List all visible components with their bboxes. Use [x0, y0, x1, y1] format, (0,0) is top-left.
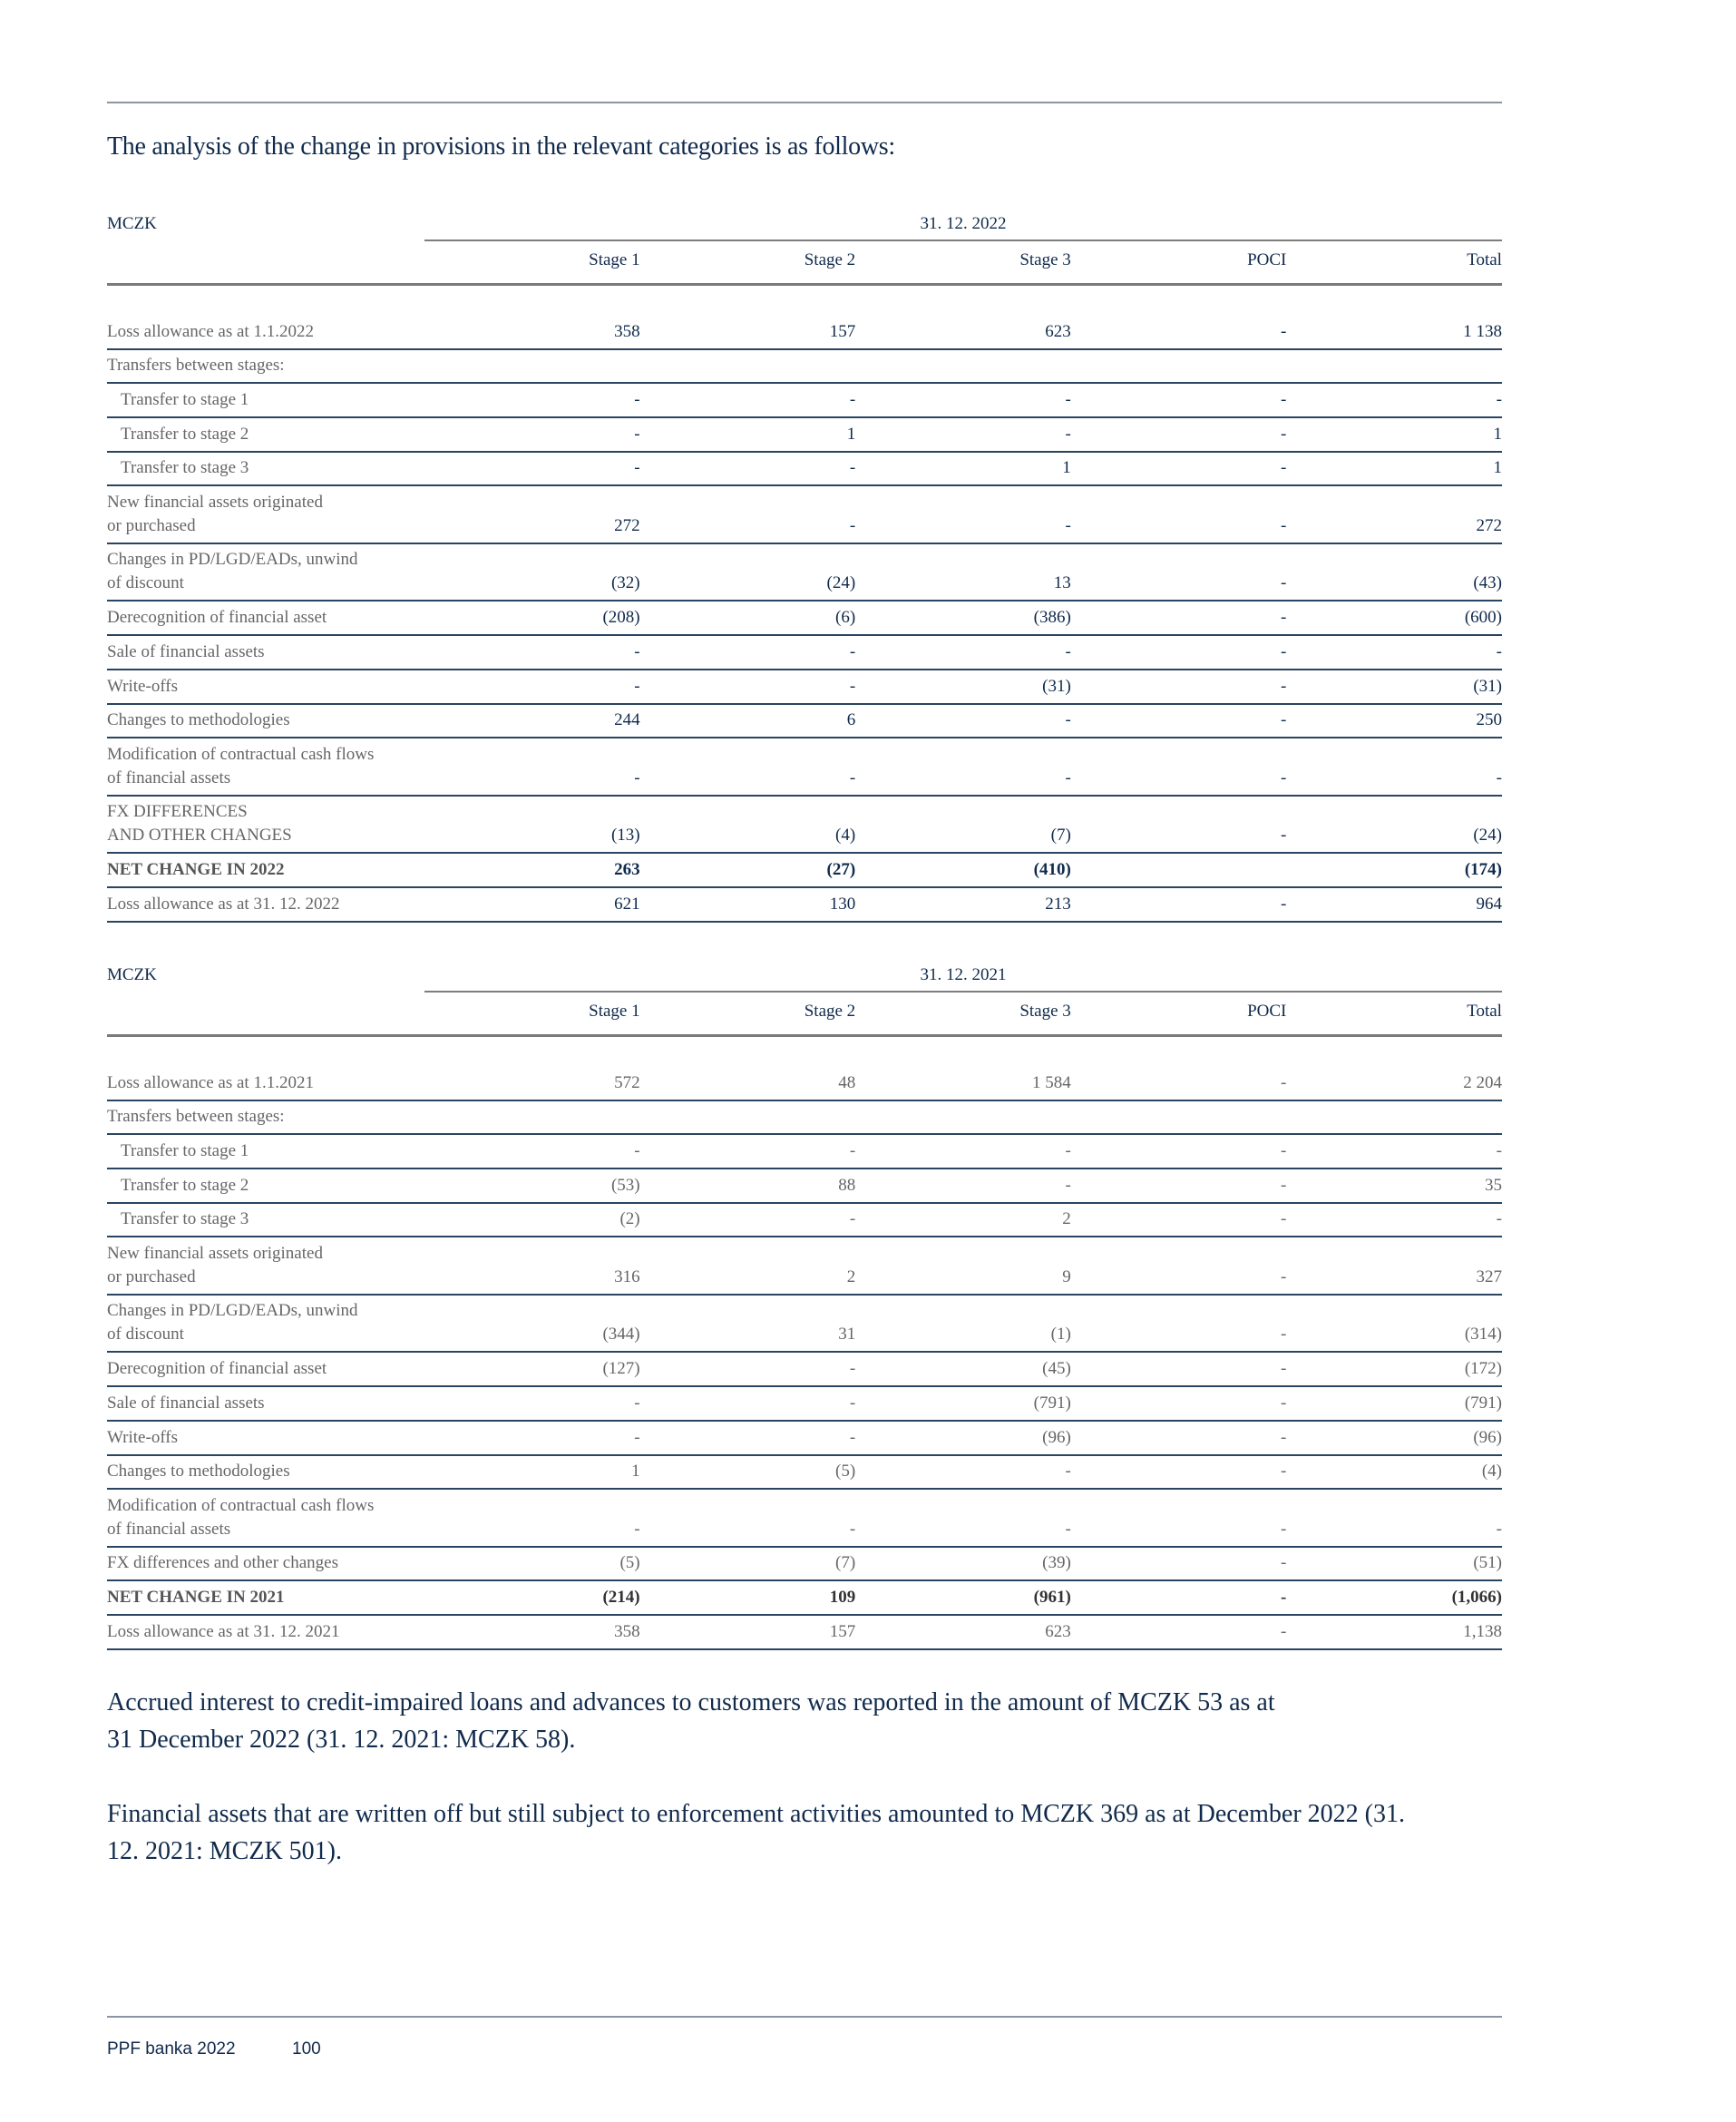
- cell-stage-3: 213: [1045, 894, 1071, 914]
- table-row: [107, 316, 1502, 350]
- table-row: [107, 1237, 1502, 1296]
- cell-stage-2: [640, 1129, 856, 1133]
- row-label: Transfer to stage 2: [121, 1175, 249, 1195]
- cell-total: 35: [1484, 1175, 1502, 1195]
- cell-stage-1: 1: [631, 1462, 640, 1481]
- cell-stage-3: -: [1065, 1175, 1071, 1195]
- cell-poci: -: [1281, 1553, 1287, 1573]
- table-row: [107, 1353, 1502, 1387]
- period-rule: [424, 240, 1502, 241]
- cell-poci: -: [1281, 1588, 1287, 1608]
- cell-stage-2: -: [849, 515, 856, 535]
- row-label: Derecognition of financial asset: [107, 608, 327, 628]
- table-row: [107, 797, 1502, 855]
- cell-stage-3: -: [1065, 390, 1071, 410]
- cell-stage-3: 1: [1062, 458, 1071, 478]
- cell-stage-3: (45): [1042, 1359, 1071, 1379]
- row-label: FX differences and other changes: [107, 1553, 338, 1573]
- cell-poci: -: [1281, 1359, 1287, 1379]
- column-header: Total: [1467, 1002, 1502, 1021]
- cell-total: 2 204: [1463, 1072, 1502, 1092]
- table-row: [107, 1101, 1502, 1136]
- table-row: [107, 486, 1502, 544]
- table-row: [107, 854, 1502, 888]
- cell-total: -: [1496, 641, 1502, 661]
- cell-stage-2: 31: [838, 1325, 856, 1345]
- row-label: Modification of contractual cash flows of financial assets: [107, 744, 375, 787]
- row-label: Transfer to stage 2: [121, 424, 249, 444]
- table-header: [107, 214, 1502, 290]
- cell-stage-3: (39): [1042, 1553, 1071, 1573]
- cell-poci: -: [1281, 894, 1287, 914]
- cell-stage-1: -: [634, 676, 640, 696]
- cell-stage-2: -: [849, 641, 856, 661]
- table-row: [107, 1581, 1502, 1616]
- cell-poci: -: [1281, 1266, 1287, 1286]
- cell-stage-1: (344): [602, 1325, 640, 1345]
- table-row: [107, 1548, 1502, 1582]
- cell-stage-3: -: [1065, 641, 1071, 661]
- cell-stage-2: 130: [829, 894, 856, 914]
- cell-stage-3: 623: [1045, 321, 1071, 341]
- table-row: [107, 350, 1502, 385]
- cell-stage-2: (4): [835, 826, 856, 846]
- cell-stage-1: (208): [602, 608, 640, 628]
- header-rule: [107, 283, 1502, 286]
- cell-total: (96): [1473, 1427, 1502, 1447]
- cell-stage-3: (386): [1033, 608, 1071, 628]
- row-label: Loss allowance as at 1.1.2021: [107, 1072, 314, 1092]
- row-label: Transfer to stage 3: [121, 1209, 249, 1229]
- cell-stage-3: -: [1065, 768, 1071, 787]
- cell-poci: -: [1281, 608, 1287, 628]
- table-row: [107, 888, 1502, 923]
- cell-stage-3: (7): [1050, 826, 1071, 846]
- cell-stage-3: (1): [1050, 1325, 1071, 1345]
- cell-stage-2: -: [849, 676, 856, 696]
- cell-stage-1: -: [634, 458, 640, 478]
- cell-total: (51): [1473, 1553, 1502, 1573]
- cell-total: 1: [1493, 424, 1502, 444]
- section-heading: The analysis of the change in provisions in the relevant categories is as follows:: [107, 132, 895, 161]
- cell-stage-2: (24): [826, 573, 856, 593]
- cell-poci: -: [1281, 321, 1287, 341]
- cell-stage-3: -: [1065, 1462, 1071, 1481]
- cell-poci: -: [1281, 826, 1287, 846]
- cell-poci: -: [1281, 1462, 1287, 1481]
- table-row: [107, 1169, 1502, 1204]
- row-label: New financial assets originated or purchased: [107, 492, 323, 535]
- cell-stage-1: 572: [614, 1072, 640, 1092]
- cell-total: (314): [1464, 1325, 1502, 1345]
- cell-poci: -: [1281, 1072, 1287, 1092]
- cell-poci: -: [1281, 710, 1287, 730]
- cell-stage-2: (27): [826, 859, 856, 879]
- cell-stage-1: -: [634, 1393, 640, 1413]
- row-label: Transfer to stage 1: [121, 1141, 249, 1161]
- written-off-assets-paragraph: Financial assets that are written off but still subject to enforcement activities amounted to MCZK 369 as at December 2022 (31. 12. 2021: MCZK 501).: [107, 1800, 1405, 1865]
- cell-stage-3: 9: [1062, 1266, 1071, 1286]
- cell-total: 1: [1493, 458, 1502, 478]
- period-label: 31. 12. 2021: [920, 965, 1007, 984]
- cell-poci: -: [1281, 1209, 1287, 1229]
- cell-stage-1: 621: [614, 894, 640, 914]
- row-label: Loss allowance as at 31. 12. 2022: [107, 894, 340, 914]
- cell-stage-2: -: [849, 768, 856, 787]
- column-header: Stage 2: [804, 1002, 856, 1021]
- cell-poci: -: [1281, 641, 1287, 661]
- table-row: [107, 1616, 1502, 1650]
- cell-poci: [1071, 858, 1287, 886]
- cell-total: 250: [1476, 710, 1502, 730]
- cell-stage-1: (2): [619, 1209, 640, 1229]
- cell-stage-2: 48: [838, 1072, 856, 1092]
- row-label: Loss allowance as at 1.1.2022: [107, 321, 314, 341]
- cell-stage-2: 2: [846, 1266, 856, 1286]
- cell-poci: -: [1281, 458, 1287, 478]
- cell-stage-1: 316: [614, 1266, 640, 1286]
- cell-stage-2: 109: [829, 1588, 856, 1608]
- cell-stage-2: 88: [838, 1175, 856, 1195]
- table-row: [107, 1204, 1502, 1238]
- cell-total: (43): [1473, 573, 1502, 593]
- cell-stage-1: [424, 1129, 640, 1133]
- cell-poci: -: [1281, 1393, 1287, 1413]
- footer-title: PPF banka 2022: [107, 2039, 236, 2058]
- table-row: [107, 601, 1502, 636]
- table-row: [107, 418, 1502, 453]
- table-row: [107, 1387, 1502, 1422]
- cell-stage-1: (32): [610, 573, 640, 593]
- cell-stage-1: -: [634, 1141, 640, 1161]
- row-label: FX DIFFERENCES AND OTHER CHANGES: [107, 802, 292, 846]
- cell-stage-3: -: [1065, 1519, 1071, 1539]
- cell-poci: -: [1281, 515, 1287, 535]
- row-label: New financial assets originated or purchased: [107, 1243, 323, 1286]
- cell-stage-2: 1: [846, 424, 856, 444]
- row-label: NET CHANGE IN 2022: [107, 859, 285, 879]
- cell-stage-1: 358: [614, 1621, 640, 1641]
- cell-stage-2: 6: [846, 710, 856, 730]
- cell-stage-2: (5): [835, 1462, 856, 1481]
- cell-stage-1: (127): [602, 1359, 640, 1379]
- row-label: Write-offs: [107, 676, 179, 696]
- cell-total: -: [1496, 1519, 1502, 1539]
- cell-stage-3: 2: [1062, 1209, 1071, 1229]
- cell-stage-2: -: [849, 1427, 856, 1447]
- cell-stage-1: [424, 377, 640, 382]
- cell-stage-1: 272: [614, 515, 640, 535]
- column-headers: [424, 250, 1502, 270]
- provisions-table-2021: [107, 965, 1502, 1650]
- cell-stage-3: -: [1065, 710, 1071, 730]
- cell-stage-2: -: [849, 390, 856, 410]
- cell-poci: [1071, 1129, 1287, 1133]
- column-header: Stage 3: [1019, 250, 1071, 269]
- table-row: [107, 1296, 1502, 1354]
- cell-stage-3: -: [1065, 515, 1071, 535]
- cell-total: 327: [1476, 1266, 1502, 1286]
- cell-poci: -: [1281, 1175, 1287, 1195]
- cell-stage-3: (31): [1042, 676, 1071, 696]
- cell-total: [1286, 1129, 1502, 1133]
- cell-stage-2: 157: [829, 321, 856, 341]
- accrued-interest-paragraph: Accrued interest to credit-impaired loans and advances to customers was reported in the amount of MCZK 53 as at 31 December 2022 (31. 12. 2021: MCZK 58).: [107, 1688, 1275, 1754]
- row-label: Derecognition of financial asset: [107, 1359, 327, 1379]
- cell-stage-1: -: [634, 390, 640, 410]
- unit-label: MCZK: [107, 214, 157, 233]
- table-row: [107, 1422, 1502, 1456]
- cell-poci: -: [1281, 390, 1287, 410]
- cell-stage-3: 13: [1053, 573, 1071, 593]
- table-row: [107, 1490, 1502, 1548]
- cell-stage-2: -: [849, 458, 856, 478]
- column-header: Total: [1467, 250, 1502, 269]
- cell-stage-1: (5): [619, 1553, 640, 1573]
- cell-stage-1: (214): [602, 1588, 640, 1608]
- table-row: [107, 738, 1502, 797]
- cell-poci: -: [1281, 1427, 1287, 1447]
- row-label: Transfer to stage 1: [121, 390, 249, 410]
- cell-total: [1286, 377, 1502, 382]
- row-label: Write-offs: [107, 1427, 179, 1447]
- footer-rule: [107, 2016, 1502, 2018]
- cell-total: -: [1496, 1141, 1502, 1161]
- row-label: Modification of contractual cash flows of financial assets: [107, 1495, 375, 1539]
- row-label: Changes to methodologies: [107, 1462, 290, 1481]
- cell-stage-3: -: [1065, 1141, 1071, 1161]
- cell-total: 1,138: [1463, 1621, 1502, 1641]
- cell-total: (31): [1473, 676, 1502, 696]
- table-row: [107, 670, 1502, 705]
- cell-stage-1: (13): [610, 826, 640, 846]
- cell-stage-2: -: [849, 1393, 856, 1413]
- cell-total: (1,066): [1451, 1588, 1502, 1608]
- column-header: Stage 1: [589, 250, 640, 269]
- column-header: Stage 1: [589, 1002, 640, 1021]
- cell-stage-1: 244: [614, 710, 640, 730]
- cell-stage-2: 157: [829, 1621, 856, 1641]
- cell-total: (24): [1473, 826, 1502, 846]
- cell-stage-1: -: [634, 641, 640, 661]
- page-number: 100: [292, 2039, 321, 2058]
- cell-stage-2: -: [849, 1209, 856, 1229]
- row-label: NET CHANGE IN 2021: [107, 1588, 285, 1608]
- cell-total: (172): [1464, 1359, 1502, 1379]
- period-label: 31. 12. 2022: [920, 214, 1007, 233]
- cell-total: -: [1496, 1209, 1502, 1229]
- column-header: POCI: [1247, 250, 1287, 269]
- table-row: [107, 384, 1502, 418]
- row-label: Loss allowance as at 31. 12. 2021: [107, 1621, 340, 1641]
- cell-poci: -: [1281, 1519, 1287, 1539]
- table-row: [107, 636, 1502, 670]
- cell-poci: -: [1281, 573, 1287, 593]
- cell-stage-2: (7): [835, 1553, 856, 1573]
- table-row: [107, 453, 1502, 487]
- row-label: Transfers between stages:: [107, 356, 285, 376]
- cell-total: -: [1496, 768, 1502, 787]
- cell-poci: -: [1281, 768, 1287, 787]
- cell-poci: -: [1281, 1621, 1287, 1641]
- cell-stage-3: [855, 377, 1071, 382]
- cell-stage-3: [855, 1129, 1071, 1133]
- cell-total: 272: [1476, 515, 1502, 535]
- column-header: Stage 2: [804, 250, 856, 269]
- top-rule: [107, 102, 1502, 103]
- table-row: [107, 1135, 1502, 1169]
- table-row: [107, 1067, 1502, 1101]
- row-label: Transfer to stage 3: [121, 458, 249, 478]
- unit-label: MCZK: [107, 965, 157, 984]
- table-header: [107, 965, 1502, 1041]
- row-label: Sale of financial assets: [107, 1393, 265, 1413]
- cell-stage-3: (410): [1033, 859, 1071, 879]
- row-label: Changes to methodologies: [107, 710, 290, 730]
- table-row: [107, 705, 1502, 739]
- cell-total: 1 138: [1463, 321, 1502, 341]
- period-rule: [424, 991, 1502, 993]
- column-header: Stage 3: [1019, 1002, 1071, 1021]
- cell-stage-2: [640, 377, 856, 382]
- cell-stage-3: (96): [1042, 1427, 1071, 1447]
- cell-stage-2: -: [849, 1519, 856, 1539]
- cell-poci: -: [1281, 424, 1287, 444]
- column-headers: [424, 1002, 1502, 1022]
- cell-stage-1: 358: [614, 321, 640, 341]
- cell-stage-3: 623: [1045, 1621, 1071, 1641]
- header-rule: [107, 1034, 1502, 1037]
- table-row: [107, 544, 1502, 602]
- row-label: Sale of financial assets: [107, 641, 265, 661]
- cell-total: (4): [1481, 1462, 1502, 1481]
- cell-stage-2: (6): [835, 608, 856, 628]
- cell-stage-1: -: [634, 424, 640, 444]
- cell-poci: -: [1281, 1325, 1287, 1345]
- cell-poci: -: [1281, 1141, 1287, 1161]
- cell-total: (600): [1464, 608, 1502, 628]
- table-row: [107, 1456, 1502, 1491]
- cell-stage-3: -: [1065, 424, 1071, 444]
- cell-stage-3: 1 584: [1032, 1072, 1071, 1092]
- cell-stage-1: -: [634, 1519, 640, 1539]
- provisions-table-2022: [107, 214, 1502, 923]
- row-label: Changes in PD/LGD/EADs, unwind of discount: [107, 550, 358, 593]
- cell-stage-1: (53): [610, 1175, 640, 1195]
- cell-stage-1: -: [634, 1427, 640, 1447]
- cell-total: (791): [1464, 1393, 1502, 1413]
- cell-total: (174): [1464, 859, 1502, 879]
- cell-stage-3: (791): [1033, 1393, 1071, 1413]
- cell-total: 964: [1476, 894, 1502, 914]
- cell-stage-1: -: [634, 768, 640, 787]
- column-header: POCI: [1247, 1002, 1287, 1021]
- cell-stage-3: (961): [1033, 1588, 1071, 1608]
- cell-poci: [1071, 377, 1287, 382]
- row-label: Changes in PD/LGD/EADs, unwind of discount: [107, 1301, 358, 1345]
- cell-poci: -: [1281, 676, 1287, 696]
- row-label: Transfers between stages:: [107, 1107, 285, 1127]
- cell-total: -: [1496, 390, 1502, 410]
- cell-stage-1: 263: [614, 859, 640, 879]
- cell-stage-2: -: [849, 1359, 856, 1379]
- cell-stage-2: -: [849, 1141, 856, 1161]
